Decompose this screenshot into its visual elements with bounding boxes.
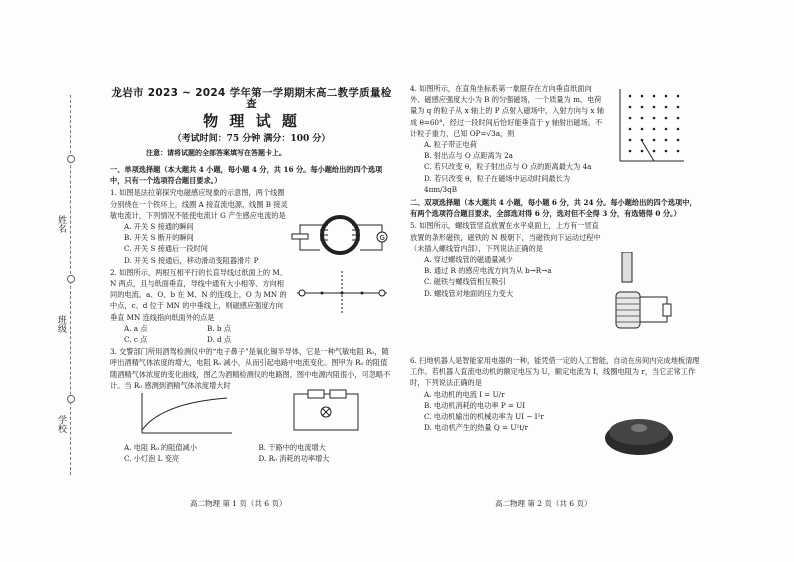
q5-option-a: A. 穿过螺线管的磁通量减少 bbox=[424, 255, 513, 265]
field-dot bbox=[677, 128, 680, 131]
field-dot bbox=[641, 106, 644, 109]
side-label-name: 姓名 bbox=[56, 215, 66, 233]
field-dot bbox=[629, 150, 632, 153]
field-dot bbox=[653, 139, 656, 142]
binding-strip bbox=[56, 95, 85, 475]
field-dot bbox=[665, 117, 668, 120]
resistor-r-icon bbox=[308, 390, 324, 398]
q3-figure-graph bbox=[132, 388, 242, 443]
section-2-heading: 二、双项选择题（本大题共 4 小题，每小题 6 分，共 24 分。每小题给出的四个选项中，有两个选项符合题目要求，全部选对得 6 分，选对但不全得 3 分，有选错得 0 分。） bbox=[410, 198, 697, 219]
field-dot bbox=[641, 150, 644, 153]
q3-options bbox=[110, 442, 393, 464]
q6-option-b: B. 电动机消耗的电功率 P = UI bbox=[424, 400, 526, 410]
subject-title: 物 理 试 题 bbox=[203, 112, 300, 131]
notice: 注意：请将试题的全部答案填写在答题卡上。 bbox=[146, 147, 286, 157]
robot-sensor bbox=[631, 424, 647, 432]
field-dot bbox=[653, 150, 656, 153]
field-dot bbox=[677, 139, 680, 142]
wire-n-icon bbox=[379, 290, 385, 296]
q1-option-d: D. 开关 S 接通后，移动滑动变阻器滑片 P bbox=[124, 255, 259, 265]
q5-option-c: C. 磁铁与螺线管相互吸引 bbox=[424, 277, 506, 287]
field-dot bbox=[677, 117, 680, 120]
point-b bbox=[361, 292, 364, 295]
resistance-curve bbox=[142, 398, 227, 430]
galvanometer-label: G bbox=[379, 234, 385, 242]
q4-option-c: C. 若只改变 θ，粒子射出点与 O 点的距离最大为 4a bbox=[424, 162, 592, 172]
page-footer-1: 高二物理 第 1 页（共 6 页） bbox=[190, 499, 287, 508]
q5-figure bbox=[612, 252, 692, 332]
field-dot bbox=[665, 139, 668, 142]
q5-option-d: D. 螺线管对地面的压力变大 bbox=[424, 288, 514, 298]
field-dot bbox=[665, 95, 668, 98]
field-dot bbox=[641, 117, 644, 120]
binding-hole bbox=[67, 155, 75, 163]
q2-stem: 2. 如图所示，两根互相平行的长直导线过纸面上的 M、N 两点，且与纸面垂直，导线中通有大小相等、方向相同的电流。a、O、b 在 M、N 的连线上，O 为 MN 的中点，c、d 位于 MN 的中垂线上，则磁感应强度方向垂直 MN 连线指向纸面外的点是 bbox=[110, 267, 287, 322]
field-dot bbox=[653, 106, 656, 109]
field-dot bbox=[653, 128, 656, 131]
q3-option-a: A. 电阻 R₀ 的阻值减小 bbox=[124, 443, 197, 452]
resistor-r0-icon bbox=[330, 390, 346, 398]
q5-stem: 5. 如图所示，螺线管竖直放置在水平桌面上，上方有一竖直放置的条形磁铁，磁铁的 N 极朝下，当磁铁向下运动过程中（未插入螺线管内部），下列说法正确的是 bbox=[410, 221, 601, 253]
q1-figure bbox=[290, 210, 390, 260]
point-o bbox=[341, 292, 344, 295]
q3-option-c: C. 小灯泡 L 变亮 bbox=[124, 454, 180, 464]
field-dot bbox=[641, 128, 644, 131]
field-dot bbox=[677, 150, 680, 153]
q3-option-d: D. R₀ 消耗的功率增大 bbox=[258, 454, 330, 464]
binding-hole bbox=[67, 395, 75, 403]
q3-figure-circuit bbox=[286, 388, 366, 438]
q1-option-a: A. 开关 S 接通的瞬间 bbox=[124, 222, 194, 232]
field-dot bbox=[629, 106, 632, 109]
resistor-icon bbox=[663, 304, 671, 316]
q1-option-b: B. 开关 S 断开的瞬间 bbox=[124, 233, 194, 243]
field-dot bbox=[665, 106, 668, 109]
point-a bbox=[321, 292, 324, 295]
rheostat-icon bbox=[292, 234, 308, 239]
question-4 bbox=[410, 83, 605, 195]
side-label-class: 班级 bbox=[56, 315, 66, 333]
q2-option-d: D. d 点 bbox=[207, 335, 232, 345]
binding-hole bbox=[67, 275, 75, 283]
question-5 bbox=[410, 220, 605, 298]
exam-info: （考试时间：75 分钟 满分：100 分） bbox=[172, 133, 331, 144]
q4-option-a: A. 粒子带正电荷 bbox=[424, 140, 477, 150]
question-3 bbox=[110, 346, 393, 391]
section-1-heading: 一、单项选择题（本大题共 4 小题，每小题 4 分，共 16 分。每小题给出的四个选项中，只有一个选项符合题目要求。） bbox=[110, 165, 383, 186]
q4-stem: 4. 如图所示，在直角坐标系第一象限存在方向垂直纸面向外、磁感应强度大小为 B 的匀强磁场，一个质量为 m、电荷量为 q 的粒子从 x 轴上的 P 点射入磁场中，入射方向与 x 轴成 θ=60°，经过一段时间后恰好能垂直于 y 轴射出磁场。不计粒子重力，已知 OP=√3a，则 bbox=[410, 84, 604, 138]
q2-option-b: B. b 点 bbox=[207, 323, 231, 333]
field-dot bbox=[665, 128, 668, 131]
q3-stem: 3. 交警部门所用酒驾检测仪中的“电子鼻子”是氧化锡半导体，它是一种气敏电阻 R₀，随呼出酒精气体浓度的增大，电阻 R₀ 减小，从而引起电路中电流变化。图甲为 R₀ 的阻值随酒精气体浓度的变化曲线，图乙为酒精检测仪的电路图，图中电源内阻很小，可忽略不计。当 R₀ 感测到酒精气体浓度增大时 bbox=[110, 347, 391, 390]
question-1 bbox=[110, 187, 290, 265]
q4-option-b: B. 射出点与 O 点距离为 2a bbox=[424, 151, 513, 161]
q1-stem: 1. 如图是法拉第探究电磁感应现象的示意图，两个线圈分别绕在一个铁环上，线圈 A 接直流电源，线圈 B 接灵敏电流计，下列情况不能使电流计 G 产生感应电流的是 bbox=[110, 188, 288, 220]
field-dot bbox=[665, 150, 668, 153]
q6-stem: 6. 扫地机器人是智能家用电器的一种，能凭借一定的人工智能，自动在房间内完成地板清理工作。若机器人直流电动机的额定电压为 U，额定电流为 I，线圈电阻为 r，当它正常工作时，下列说法正确的是 bbox=[410, 356, 700, 388]
field-dot bbox=[677, 95, 680, 98]
page-footer-2: 高二物理 第 2 页（共 6 页） bbox=[495, 499, 592, 508]
field-dot bbox=[641, 139, 644, 142]
side-label-school: 学校 bbox=[56, 415, 66, 433]
field-dot bbox=[629, 95, 632, 98]
q2-option-a: A. a 点 bbox=[124, 323, 148, 333]
q6-option-d: D. 电动机产生的热量 Q = U²t/r bbox=[424, 423, 529, 433]
exam-header: 龙岩市 2023 ~ 2024 学年第一学期期末高二教学质量检查 bbox=[111, 87, 392, 111]
q4-velocity-arrow bbox=[642, 141, 654, 161]
field-dot bbox=[653, 95, 656, 98]
q2-figure bbox=[292, 268, 392, 318]
q5-option-b: B. 通过 R 的感应电流方向为从 b→R→a bbox=[424, 266, 552, 276]
field-dot bbox=[629, 128, 632, 131]
q4-option-d: D. 若只改变 θ，粒子在磁场中运动时间最长为 4πm/3qB bbox=[424, 173, 571, 194]
q6-option-c: C. 电动机输出的机械功率为 UI − I²r bbox=[424, 412, 544, 422]
field-dot bbox=[653, 117, 656, 120]
q3-option-b: B. 干路中的电流增大 bbox=[258, 443, 326, 452]
robot-vacuum-image bbox=[603, 408, 675, 458]
q6-option-a: A. 电动机的电流 I = U/r bbox=[424, 389, 505, 399]
wire-m-icon bbox=[299, 290, 305, 296]
field-dot bbox=[629, 139, 632, 142]
q4-figure bbox=[612, 86, 687, 166]
question-2 bbox=[110, 267, 290, 345]
q1-option-c: C. 开关 S 接通后一段时间 bbox=[124, 244, 208, 254]
field-dot bbox=[641, 95, 644, 98]
bar-magnet-icon bbox=[622, 252, 632, 282]
field-dot bbox=[629, 117, 632, 120]
q2-option-c: C. c 点 bbox=[124, 335, 148, 345]
field-dot bbox=[677, 106, 680, 109]
